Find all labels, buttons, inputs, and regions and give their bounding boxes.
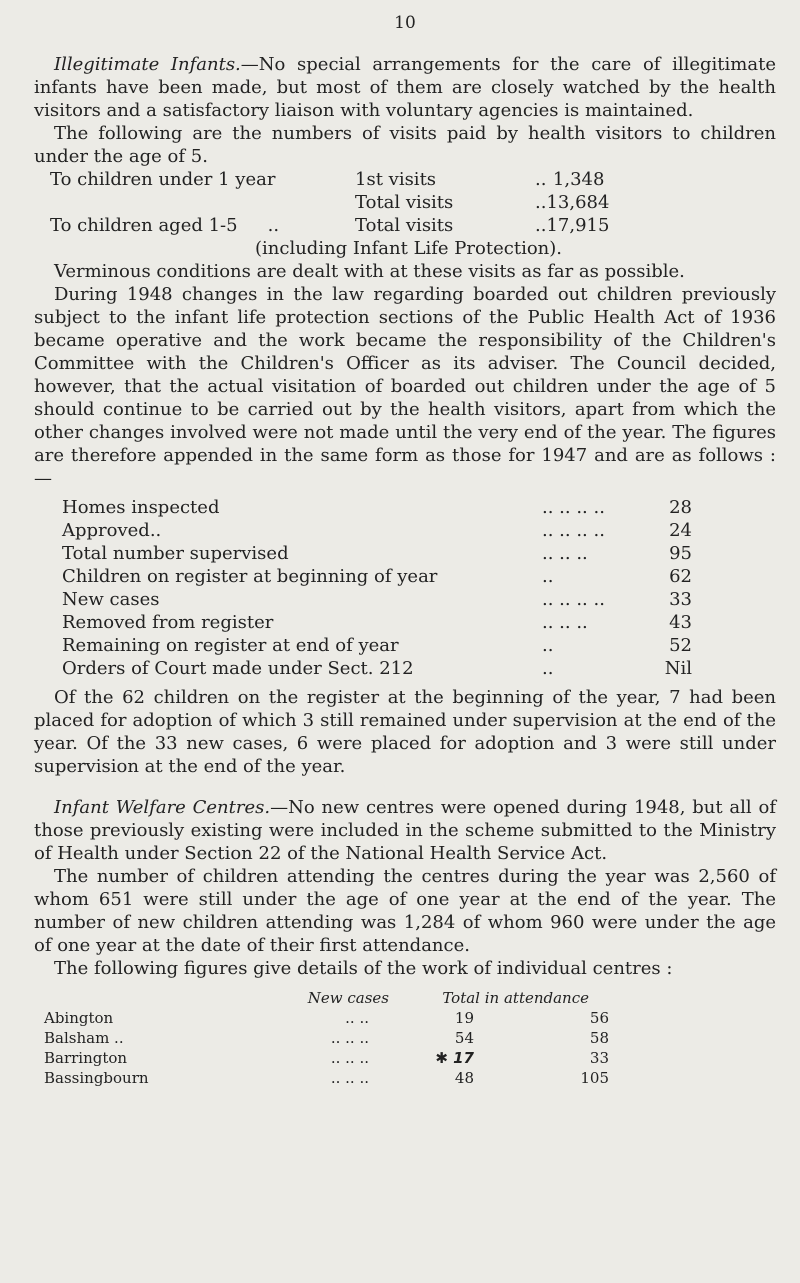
centre-dots: .. .. .. xyxy=(330,1069,369,1087)
visits-label-container xyxy=(50,214,355,237)
welfare-text: —No new centres were opened during 1948, but all of those previously existing were included in the scheme submitted to the Ministry of Health under Section 22 of the National Health Service Act. xyxy=(34,797,776,864)
centre-total: 105 xyxy=(580,1069,609,1087)
visits-row xyxy=(50,214,776,237)
stats-row xyxy=(62,588,776,611)
centre-name-cell xyxy=(44,1068,389,1088)
visits-value: 1,348 xyxy=(552,169,605,190)
centre-name: Balsham .. xyxy=(44,1029,124,1047)
centres-row xyxy=(44,1068,776,1088)
centre-name-cell xyxy=(44,1048,389,1068)
stats-dots: .. .. .. xyxy=(542,543,588,564)
visits-dots: .. xyxy=(535,192,547,213)
visits-dots: .. xyxy=(535,169,547,190)
stats-value: 52 xyxy=(669,635,692,656)
welfare-heading: Infant Welfare Centres. xyxy=(54,797,271,818)
stats-label: Children on register at beginning of year xyxy=(62,566,438,587)
centres-intro: The following figures give details of the work of individual centres : xyxy=(54,958,673,979)
changes-paragraph: During 1948 changes in the law regarding boarded out children previously subject to the infant life protection sections of the Public Health Act of 1936 became operative and the work became the responsibility of the Children's Committee with the Children's Officer as its adviser. The Council decided, however, that the actual visitation of boarded out children under the age of 5 should continue to be carried out by the health visitors, apart from which the other changes involved were not made until the very end of the year. The figures are therefore appended in the same form as those for 1947 and are as follows :— xyxy=(34,284,776,489)
illegitimate-paragraph xyxy=(34,53,776,122)
stats-value: Nil xyxy=(664,658,692,679)
stats-label: Homes inspected xyxy=(62,497,220,518)
stats-dots: .. xyxy=(542,566,554,587)
centre-new-cases: 54 xyxy=(454,1029,474,1047)
adoption-paragraph: Of the 62 children on the register at the beginning of the year, 7 had been placed for adoption of which 3 still remained under supervision at the end of the year. Of the 33 new cases, 6 were placed for adoption and 3 were still under supervision at the end of the year. xyxy=(34,687,776,777)
attendance-paragraph: The number of children attending the centres during the year was 2,560 of whom 651 were still under the age of one year at the end of the year. The number of new children attending was 1,284 of whom 960 were under the age of one year at the date of their first attendance. xyxy=(34,866,776,956)
centre-name-cell xyxy=(44,1028,389,1048)
stats-value: 24 xyxy=(669,520,692,541)
stats-row xyxy=(62,611,776,634)
stats-label: Orders of Court made under Sect. 212 xyxy=(62,658,414,679)
stats-dots: .. .. .. .. xyxy=(542,520,605,541)
stats-label: New cases xyxy=(62,589,160,610)
stats-label: Removed from register xyxy=(62,612,274,633)
centre-total: 33 xyxy=(589,1049,609,1067)
stats-value: 33 xyxy=(669,589,692,610)
centre-name: Bassingbourn xyxy=(44,1069,149,1087)
visits-label-dots: .. xyxy=(267,215,280,236)
centres-row xyxy=(44,1008,776,1028)
centre-new-cases: 19 xyxy=(454,1009,474,1027)
visits-value: 17,915 xyxy=(546,215,610,236)
visits-intro: The following are the numbers of visits paid by health visitors to children under the age of 5. xyxy=(34,123,776,167)
welfare-paragraph xyxy=(34,796,776,865)
centre-name: Abington xyxy=(44,1009,114,1027)
stats-label: Total number supervised xyxy=(62,543,289,564)
illegitimate-text: —No special arrangements for the care of illegitimate infants have been made, but most of them are closely watched by the health visitors and a satisfactory liaison with voluntary agencies is maintained. xyxy=(34,54,776,121)
visits-kind: Total visits xyxy=(355,215,454,236)
stats-row xyxy=(62,565,776,588)
centre-total: 56 xyxy=(589,1009,609,1027)
centre-new-cases: 48 xyxy=(454,1069,474,1087)
verminous-paragraph: Verminous conditions are dealt with at these visits as far as possible. xyxy=(54,261,685,282)
stats-dots: .. .. .. xyxy=(542,612,588,633)
stats-row xyxy=(62,496,776,519)
centre-dots: .. .. .. xyxy=(330,1049,369,1067)
stats-dots: .. .. .. .. xyxy=(542,497,605,518)
section-gap xyxy=(34,778,776,796)
centres-header-spacer xyxy=(44,988,259,1008)
stats-row xyxy=(62,657,776,680)
stats-dots: .. xyxy=(542,635,554,656)
stats-value: 62 xyxy=(669,566,692,587)
centres-header xyxy=(44,988,776,1008)
centre-name: Barrington xyxy=(44,1049,128,1067)
centre-dots: .. .. .. xyxy=(330,1029,369,1047)
centre-new-cases: ✱ 17 xyxy=(435,1049,474,1067)
stats-label: Remaining on register at end of year xyxy=(62,635,399,656)
visits-dots: .. xyxy=(535,215,547,236)
visits-note: (including Infant Life Protection). xyxy=(255,238,562,259)
visits-value: 13,684 xyxy=(546,192,610,213)
visits-label xyxy=(50,191,355,214)
stats-row xyxy=(62,519,776,542)
visits-label: To children under 1 year xyxy=(50,169,276,190)
visits-row xyxy=(50,191,776,214)
page-number: 10 xyxy=(394,13,416,33)
stats-value: 28 xyxy=(669,497,692,518)
centres-row xyxy=(44,1028,776,1048)
column-total-attendance: Total in attendance xyxy=(442,989,589,1007)
visits-table xyxy=(50,168,776,260)
stats-row xyxy=(62,542,776,565)
illegitimate-heading: Illegitimate Infants. xyxy=(54,54,241,75)
visits-kind: Total visits xyxy=(355,192,454,213)
centres-row xyxy=(44,1048,776,1068)
stats-dots: .. xyxy=(542,658,554,679)
stats-value: 95 xyxy=(669,543,692,564)
stats-value: 43 xyxy=(669,612,692,633)
stats-row xyxy=(62,634,776,657)
stats-dots: .. .. .. .. xyxy=(542,589,605,610)
centre-dots: .. .. xyxy=(345,1009,369,1027)
centre-total: 58 xyxy=(589,1029,609,1047)
visits-label: To children aged 1-5 xyxy=(50,215,238,236)
boarded-out-stats xyxy=(62,496,776,680)
column-new-cases: New cases xyxy=(307,989,389,1007)
visits-kind: 1st visits xyxy=(355,169,437,190)
visits-row xyxy=(50,168,776,191)
stats-label: Approved.. xyxy=(62,520,162,541)
centre-name-cell xyxy=(44,1008,389,1028)
centres-table xyxy=(44,988,776,1088)
